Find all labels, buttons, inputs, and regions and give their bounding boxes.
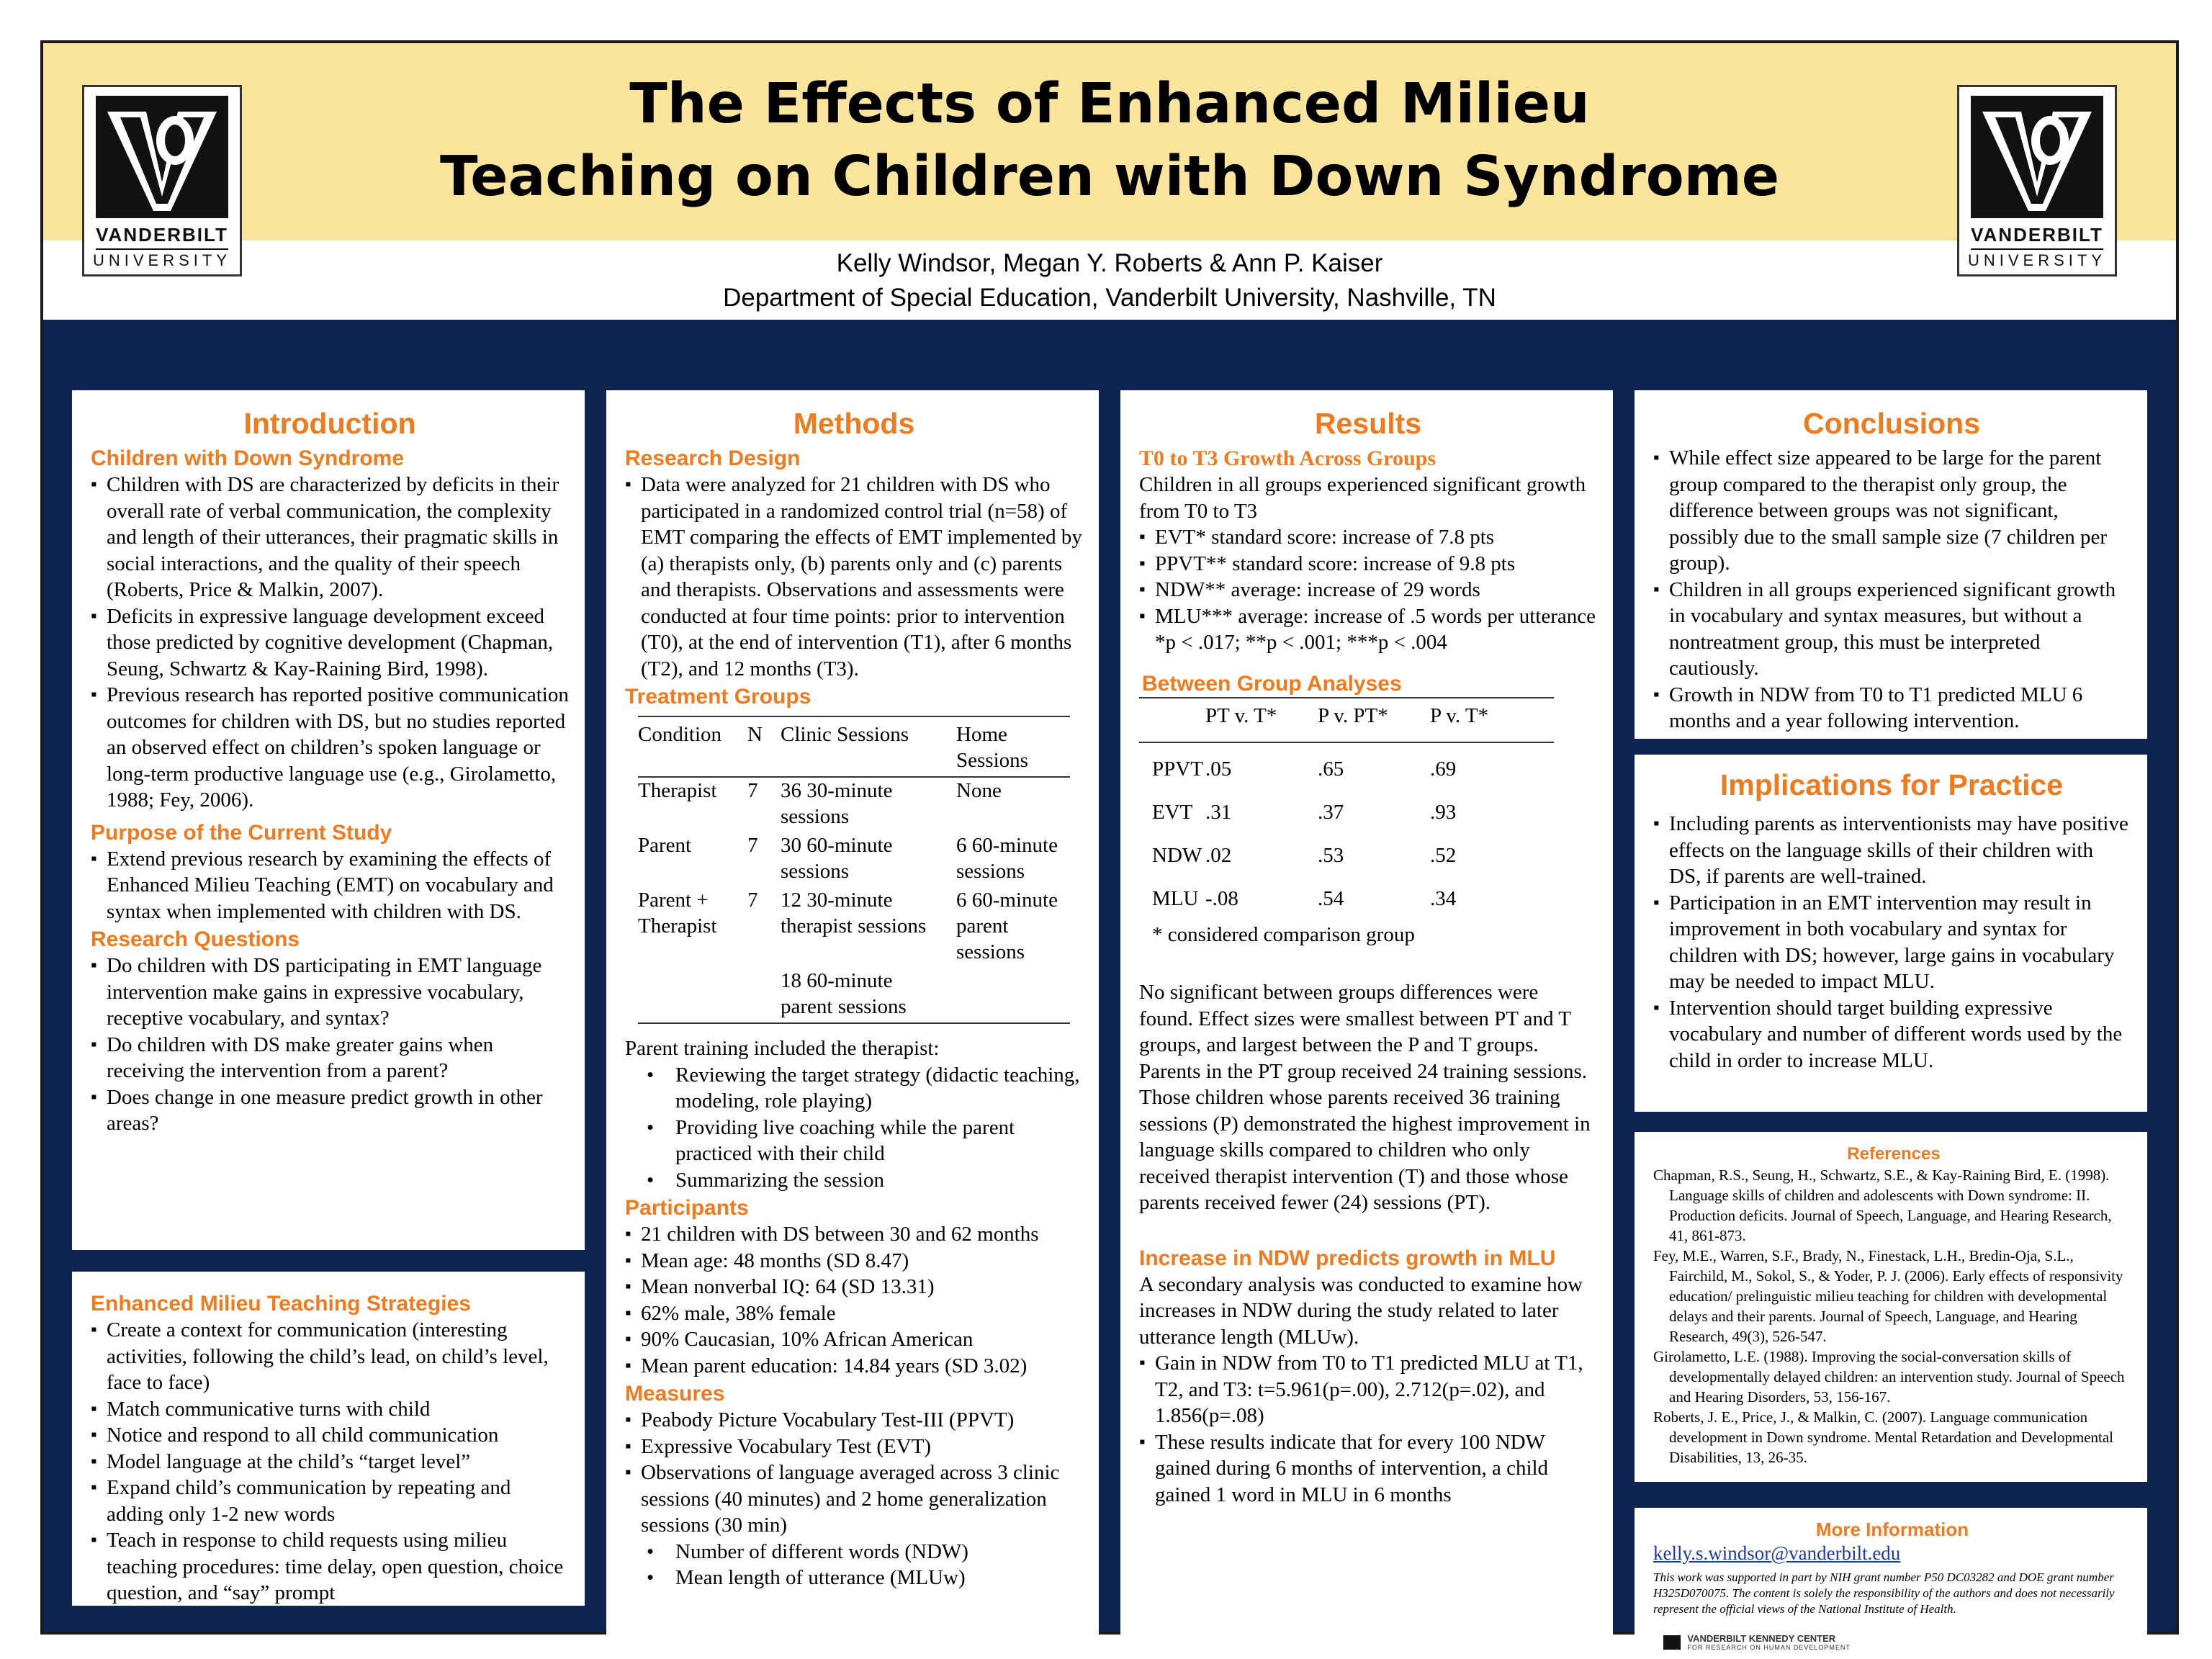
- list-item: • Number of different words (NDW): [647, 1539, 1083, 1565]
- list-item: ▪ 21 children with DS between 30 and 62 months: [625, 1221, 1083, 1248]
- table-cell: [956, 968, 1070, 1023]
- title-line-1: The Effects of Enhanced Milieu: [629, 72, 1590, 136]
- list-item: ▪ Observations of language averaged across 3 clinic sessions (40 minutes) and 2 home generalization sessions (30 min): [625, 1460, 1083, 1539]
- ndw-intro: A secondary analysis was conducted to examine how increases in NDW during the study related to later utterance length (MLUw).: [1139, 1272, 1583, 1349]
- table-row: [638, 777, 1070, 832]
- authors: Kelly Windsor, Megan Y. Roberts & Ann P. Kaiser: [836, 249, 1383, 277]
- table-header-cell: Condition: [638, 723, 722, 746]
- reference-item: Roberts, J. E., Price, J., & Malkin, C. (2007). Language communication development in Down syndrome. Mental Retardation and Developmental Disabilities, 13, 26-35.: [1653, 1408, 2114, 1466]
- introduction-panel: [72, 390, 585, 1250]
- table-cell: 12 30-minute therapist sessions: [781, 889, 927, 938]
- table-header-row: [1139, 698, 1554, 742]
- emt-strategies-panel: [72, 1272, 585, 1606]
- list-item: ▪ 62% male, 38% female: [625, 1300, 1083, 1327]
- list-item: ▪ Including parents as interventionists may have positive effects on the language skills of their children with DS, if parents are well-trained.: [1653, 811, 2130, 890]
- list-item: ▪ Gain in NDW from T0 to T1 predicted MLU at T1, T2, and T3: t=5.961(p=.00), 2.712(p=.02), and 1.856(p=.08): [1139, 1350, 1597, 1429]
- table-cell: 7: [747, 834, 758, 857]
- table-header-cell: P v. T*: [1430, 703, 1489, 727]
- list-item: • Mean length of utterance (MLUw): [647, 1565, 1083, 1591]
- list-item: ▪ Model language at the child’s “target level”: [91, 1449, 569, 1475]
- conclusions-title: Conclusions: [1802, 407, 1981, 440]
- comparison-group-note: * considered comparison group: [1152, 922, 1415, 946]
- subheading-ndw-mlu: Increase in NDW predicts growth in MLU: [1139, 1246, 1556, 1270]
- list-item: ▪ Notice and respond to all child communication: [91, 1422, 569, 1449]
- logo-vanderbilt-text: VANDERBILT: [96, 224, 228, 246]
- email-link[interactable]: kelly.s.windsor@vanderbilt.edu: [1653, 1542, 1901, 1564]
- subheading-t0-t3-growth: T0 to T3 Growth Across Groups: [1139, 446, 1437, 470]
- poster-title: [43, 68, 2176, 213]
- table-row: [1139, 786, 1554, 830]
- introduction-title: Introduction: [243, 407, 416, 440]
- kennedy-center-name: VANDERBILT KENNEDY CENTER: [1687, 1633, 1836, 1644]
- list-item: ▪ Growth in NDW from T0 to T1 predicted MLU 6 months and a year following intervention.: [1653, 682, 2130, 734]
- table-cell: PPVT: [1152, 757, 1203, 781]
- table-header-cell: Home Sessions: [956, 723, 1028, 772]
- list-item: ▪ EVT* standard score: increase of 7.8 pts: [1139, 524, 1597, 551]
- subheading-between-group: Between Group Analyses: [1142, 671, 1402, 696]
- list-item: ▪ Do children with DS participating in EMT language intervention make gains in expressive vocabulary, receptive vocabulary, and syntax?: [91, 953, 569, 1032]
- table-cell: .93: [1430, 800, 1457, 824]
- table-cell: MLU: [1152, 886, 1199, 910]
- table-cell: Parent: [638, 834, 692, 857]
- list-item: ▪ Peabody Picture Vocabulary Test-III (PPVT): [625, 1407, 1083, 1434]
- title-line-2: Teaching on Children with Down Syndrome: [439, 145, 1780, 209]
- list-item: ▪ NDW** average: increase of 29 words: [1139, 577, 1597, 603]
- references-panel: [1635, 1132, 2147, 1482]
- table-cell: 7: [747, 889, 758, 912]
- table-cell: 6 60-minute parent sessions: [956, 889, 1058, 963]
- table-cell: .02: [1205, 843, 1232, 867]
- list-item: ▪ Deficits in expressive language development exceed those predicted by cognitive development (Chapman, Seung, Schwartz & Kay-Raining Bird, 1998).: [91, 603, 569, 683]
- table-cell: .54: [1318, 886, 1344, 910]
- list-item: ▪ Do children with DS make greater gains when receiving the intervention from a parent?: [91, 1032, 569, 1084]
- results-title: Results: [1314, 407, 1422, 440]
- table-header-cell: PT v. T*: [1205, 703, 1277, 727]
- list-item: ▪ These results indicate that for every 100 NDW gained during 6 months of intervention, a child gained 1 word in MLU in 6 months: [1139, 1429, 1597, 1509]
- subheading-children-ds: Children with Down Syndrome: [91, 446, 405, 470]
- list-item: ▪ Mean age: 48 months (SD 8.47): [625, 1248, 1083, 1274]
- more-information-title: More Information: [1815, 1519, 1969, 1540]
- table-cell: .65: [1318, 757, 1344, 781]
- table-cell: [747, 968, 781, 1023]
- methods-title: Methods: [793, 407, 915, 440]
- table-header-cell: Clinic Sessions: [781, 723, 909, 746]
- list-item: • Summarizing the session: [647, 1167, 1083, 1194]
- table-cell: .69: [1430, 757, 1457, 781]
- table-cell: 30 60-minute sessions: [781, 834, 893, 883]
- subheading-measures: Measures: [625, 1382, 725, 1406]
- table-cell: .52: [1430, 843, 1457, 867]
- list-item: • Reviewing the target strategy (didactic teaching, modeling, role playing): [647, 1062, 1083, 1115]
- table-cell: [638, 968, 747, 1023]
- list-item: ▪ Previous research has reported positive communication outcomes for children with DS, but no studies reported an observed effect on children’s spoken language or long-term productive language use (e.g., Girolametto, 1988; Fey, 2006).: [91, 682, 569, 814]
- table-cell: .53: [1318, 843, 1344, 867]
- growth-intro: Children in all groups experienced significant growth from T0 to T3: [1139, 473, 1586, 523]
- subheading-research-questions: Research Questions: [91, 927, 300, 951]
- table-row: [638, 968, 1070, 1023]
- list-item: ▪ Match communicative turns with child: [91, 1396, 569, 1423]
- table-cell: Parent + Therapist: [638, 889, 717, 938]
- list-item: ▪ Expand child’s communication by repeating and adding only 1-2 new words: [91, 1475, 569, 1527]
- table-cell: .34: [1430, 886, 1457, 910]
- list-item: ▪ Teach in response to child requests using milieu teaching procedures: time delay, open question, choice question, and “say” prompt: [91, 1527, 569, 1606]
- subheading-purpose: Purpose of the Current Study: [91, 820, 392, 845]
- table-row: [638, 832, 1070, 887]
- table-cell: .37: [1318, 800, 1344, 824]
- table-cell: EVT: [1152, 800, 1193, 824]
- table-cell: Therapist: [638, 779, 717, 802]
- content-area: [43, 320, 2176, 1632]
- funding-statement: This work was supported in part by NIH grant number P50 DC03282 and DOE grant number H325D070075. The content is solely the responsibility of the authors and does not necessarily represent the official views of the National Institute of Health.: [1653, 1570, 2115, 1616]
- kennedy-center-logo-icon: [1663, 1635, 1681, 1650]
- parent-training-intro: Parent training included the therapist:: [625, 1037, 940, 1060]
- references-title: References: [1847, 1144, 1941, 1164]
- conclusions-panel: [1635, 390, 2147, 739]
- list-item: • Providing live coaching while the parent practiced with their child: [647, 1115, 1083, 1167]
- list-item: ▪ Data were analyzed for 21 children with DS who participated in a randomized control trial (n=58) of EMT comparing the effects of EMT implemented by (a) therapists only, (b) parents only and (c) parents and therapists. Observations and assessments were conducted at four time points: prior to intervention (T0), at the end of intervention (T1), after 6 months (T2), and 12 months (T3).: [625, 472, 1083, 682]
- list-item: ▪ MLU*** average: increase of .5 words per utterance: [1139, 603, 1597, 630]
- list-item: ▪ Create a context for communication (interesting activities, following the child’s lead, on child’s level, face to face): [91, 1317, 569, 1396]
- table-cell: -.08: [1205, 886, 1238, 910]
- list-item: ▪ Mean parent education: 14.84 years (SD 3.02): [625, 1353, 1083, 1380]
- table-cell: None: [956, 779, 1002, 802]
- author-block: [43, 246, 2176, 315]
- list-item: ▪ Intervention should target building expressive vocabulary and number of different words used by the child in order to increase MLU.: [1653, 995, 2130, 1074]
- logo-vanderbilt-text: VANDERBILT: [1971, 224, 2103, 246]
- logo-university-text: UNIVERSITY: [1967, 251, 2107, 269]
- list-item: ▪ 90% Caucasian, 10% African American: [625, 1326, 1083, 1353]
- more-information-panel: [1635, 1508, 2147, 1640]
- list-item: ▪ Expressive Vocabulary Test (EVT): [625, 1434, 1083, 1460]
- table-row: [1139, 830, 1554, 873]
- table-header-cell: [1139, 698, 1205, 742]
- affiliation: Department of Special Education, Vanderbilt University, Nashville, TN: [723, 284, 1496, 312]
- treatment-groups-table: [638, 716, 1070, 1024]
- table-cell: 6 60-minute sessions: [956, 834, 1058, 883]
- between-group-table: [1139, 697, 1554, 916]
- emt-strategies-title: Enhanced Milieu Teaching Strategies: [91, 1292, 471, 1316]
- reference-item: Girolametto, L.E. (1988). Improving the social-conversation skills of developmentally delayed children: an intervention study. Journal of Speech and Hearing Disorders, 53, 156-167.: [1653, 1348, 2125, 1406]
- list-item: ▪ Children with DS are characterized by deficits in their overall rate of verbal communication, the complexity and length of their utterances, their pragmatic skills in social interactions, and the quality of their speech (Roberts, Price & Malkin, 2007).: [91, 472, 569, 603]
- table-header-cell: P v. PT*: [1318, 703, 1388, 727]
- list-item: ▪ While effect size appeared to be large for the parent group compared to the therapist only group, the difference between groups was not significant, possibly due to the small sample size (7 children per group).: [1653, 445, 2130, 577]
- table-row: [638, 887, 1070, 968]
- reference-item: Fey, M.E., Warren, S.F., Brady, N., Finestack, L.H., Bredin-Oja, S.L., Fairchild, M., Sokol, S., & Yoder, P. J. (2006). Early effects of responsivity education/ prelinguistic milieu teaching for children with developmental delays and their parents. Journal of Speech, Language, and Hearing Research, 49(3), 526-547.: [1653, 1247, 2123, 1345]
- list-item: ▪ PPVT** standard score: increase of 9.8 pts: [1139, 551, 1597, 577]
- results-panel: [1120, 390, 1613, 1642]
- significance-note: *p < .017; **p < .001; ***p < .004: [1155, 631, 1447, 654]
- list-item: ▪ Extend previous research by examining the effects of Enhanced Milieu Teaching (EMT) on vocabulary and syntax when implemented with children with DS.: [91, 846, 569, 925]
- table-cell: NDW: [1152, 843, 1202, 867]
- table-cell: 7: [747, 779, 758, 802]
- methods-panel: [606, 390, 1099, 1642]
- table-row: [1139, 742, 1554, 786]
- kennedy-center-subtitle: FOR RESEARCH ON HUMAN DEVELOPMENT: [1687, 1644, 1851, 1651]
- subheading-treatment-groups: Treatment Groups: [625, 685, 811, 709]
- table-cell: .31: [1205, 800, 1232, 824]
- table-cell: 18 60-minute parent sessions: [781, 969, 907, 1018]
- implications-panel: [1635, 755, 2147, 1112]
- table-cell: .05: [1205, 757, 1232, 781]
- poster: [40, 40, 2179, 1635]
- list-item: ▪ Children in all groups experienced significant growth in vocabulary and syntax measures, but without a nontreatment group, this must be interpreted cautiously.: [1653, 577, 2130, 682]
- table-row: [1139, 873, 1554, 916]
- table-cell: 36 30-minute sessions: [781, 779, 893, 828]
- kennedy-center-footer: [1663, 1633, 2160, 1655]
- results-paragraph: No significant between groups differences were found. Effect sizes were smallest between PT and T groups, and largest between the P and T groups. Parents in the PT group received 24 training sessions. Those children whose parents received 36 training sessions (P) demonstrated the highest improvement in language skills compared to children who only received therapist intervention (T) and those whose parents received fewer (24) sessions (PT).: [1139, 981, 1591, 1214]
- implications-title: Implications for Practice: [1719, 768, 2064, 801]
- subheading-participants: Participants: [625, 1196, 749, 1220]
- list-item: ▪ Participation in an EMT intervention may result in improvement in both vocabulary and syntax for children with DS; however, large gains in vocabulary may be needed to impact MLU.: [1653, 890, 2130, 995]
- reference-item: Chapman, R.S., Seung, H., Schwartz, S.E., & Kay-Raining Bird, E. (1998). Language skills of children and adolescents with Down syndrome: II. Production deficits. Journal of Speech, Language, and Hearing Research, 41, 861-873.: [1653, 1166, 2112, 1244]
- table-header-cell: N: [747, 723, 763, 746]
- subheading-research-design: Research Design: [625, 446, 801, 470]
- logo-university-text: UNIVERSITY: [92, 251, 232, 269]
- list-item: ▪ Does change in one measure predict growth in other areas?: [91, 1084, 569, 1137]
- table-header-row: [638, 716, 1070, 777]
- list-item: ▪ Mean nonverbal IQ: 64 (SD 13.31): [625, 1274, 1083, 1300]
